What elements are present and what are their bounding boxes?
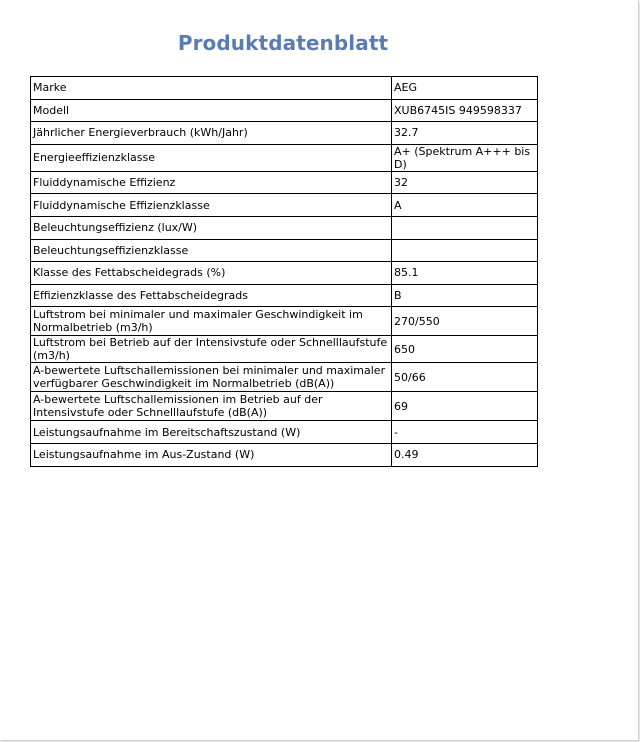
table-row: [31, 262, 538, 285]
row-value: XUB6745IS 949598337: [392, 99, 538, 122]
row-label: Beleuchtungseffizienz (lux/W): [31, 216, 392, 239]
table-row: [31, 77, 538, 100]
table-row: [31, 194, 538, 217]
table-row: [31, 122, 538, 145]
row-label: Effizienzklasse des Fettabscheidegrads: [31, 284, 392, 307]
row-label: Fluiddynamische Effizienz: [31, 171, 392, 194]
table-row: [31, 239, 538, 262]
row-label: Leistungsaufnahme im Bereitschaftszustand (W): [31, 421, 392, 444]
row-label: Fluiddynamische Effizienzklasse: [31, 194, 392, 217]
table-row: [31, 363, 538, 392]
row-value: 650: [392, 336, 538, 363]
row-value: 69: [392, 392, 538, 421]
row-label: Luftstrom bei Betrieb auf der Intensivstufe oder Schnelllaufstufe (m3/h): [31, 336, 392, 363]
row-label: Klasse des Fettabscheidegrads (%): [31, 262, 392, 285]
row-value: [392, 216, 538, 239]
table-row: [31, 443, 538, 466]
row-value: 85.1: [392, 262, 538, 285]
row-value: [392, 239, 538, 262]
row-label: Marke: [31, 77, 392, 100]
row-label: Luftstrom bei minimaler und maximaler Geschwindigkeit im Normalbetrieb (m3/h): [31, 307, 392, 336]
row-value: A: [392, 194, 538, 217]
table-row: [31, 144, 538, 171]
table-row: [31, 216, 538, 239]
product-data-table: [30, 76, 538, 467]
row-label: A-bewertete Luftschallemissionen bei minimaler und maximaler verfügbarer Geschwindigkeit im Normalbetrieb (dB(A)): [31, 363, 392, 392]
row-value: B: [392, 284, 538, 307]
row-value: 0.49: [392, 443, 538, 466]
row-label: A-bewertete Luftschallemissionen im Betrieb auf der Intensivstufe oder Schnelllaufstufe (dB(A)): [31, 392, 392, 421]
row-value: -: [392, 421, 538, 444]
table-row: [31, 284, 538, 307]
page-title: Produktdatenblatt: [177, 31, 389, 55]
table-row: [31, 171, 538, 194]
table-row: [31, 336, 538, 363]
table-row: [31, 421, 538, 444]
row-value: A+ (Spektrum A+++ bis D): [392, 144, 538, 171]
row-label: Jährlicher Energieverbrauch (kWh/Jahr): [31, 122, 392, 145]
row-value: 32.7: [392, 122, 538, 145]
row-label: Leistungsaufnahme im Aus-Zustand (W): [31, 443, 392, 466]
row-label: Energieeffizienzklasse: [31, 144, 392, 171]
row-value: AEG: [392, 77, 538, 100]
row-label: Beleuchtungseffizienzklasse: [31, 239, 392, 262]
row-label: Modell: [31, 99, 392, 122]
table-row: [31, 307, 538, 336]
row-value: 50/66: [392, 363, 538, 392]
row-value: 270/550: [392, 307, 538, 336]
table-row: [31, 99, 538, 122]
table-row: [31, 392, 538, 421]
row-value: 32: [392, 171, 538, 194]
